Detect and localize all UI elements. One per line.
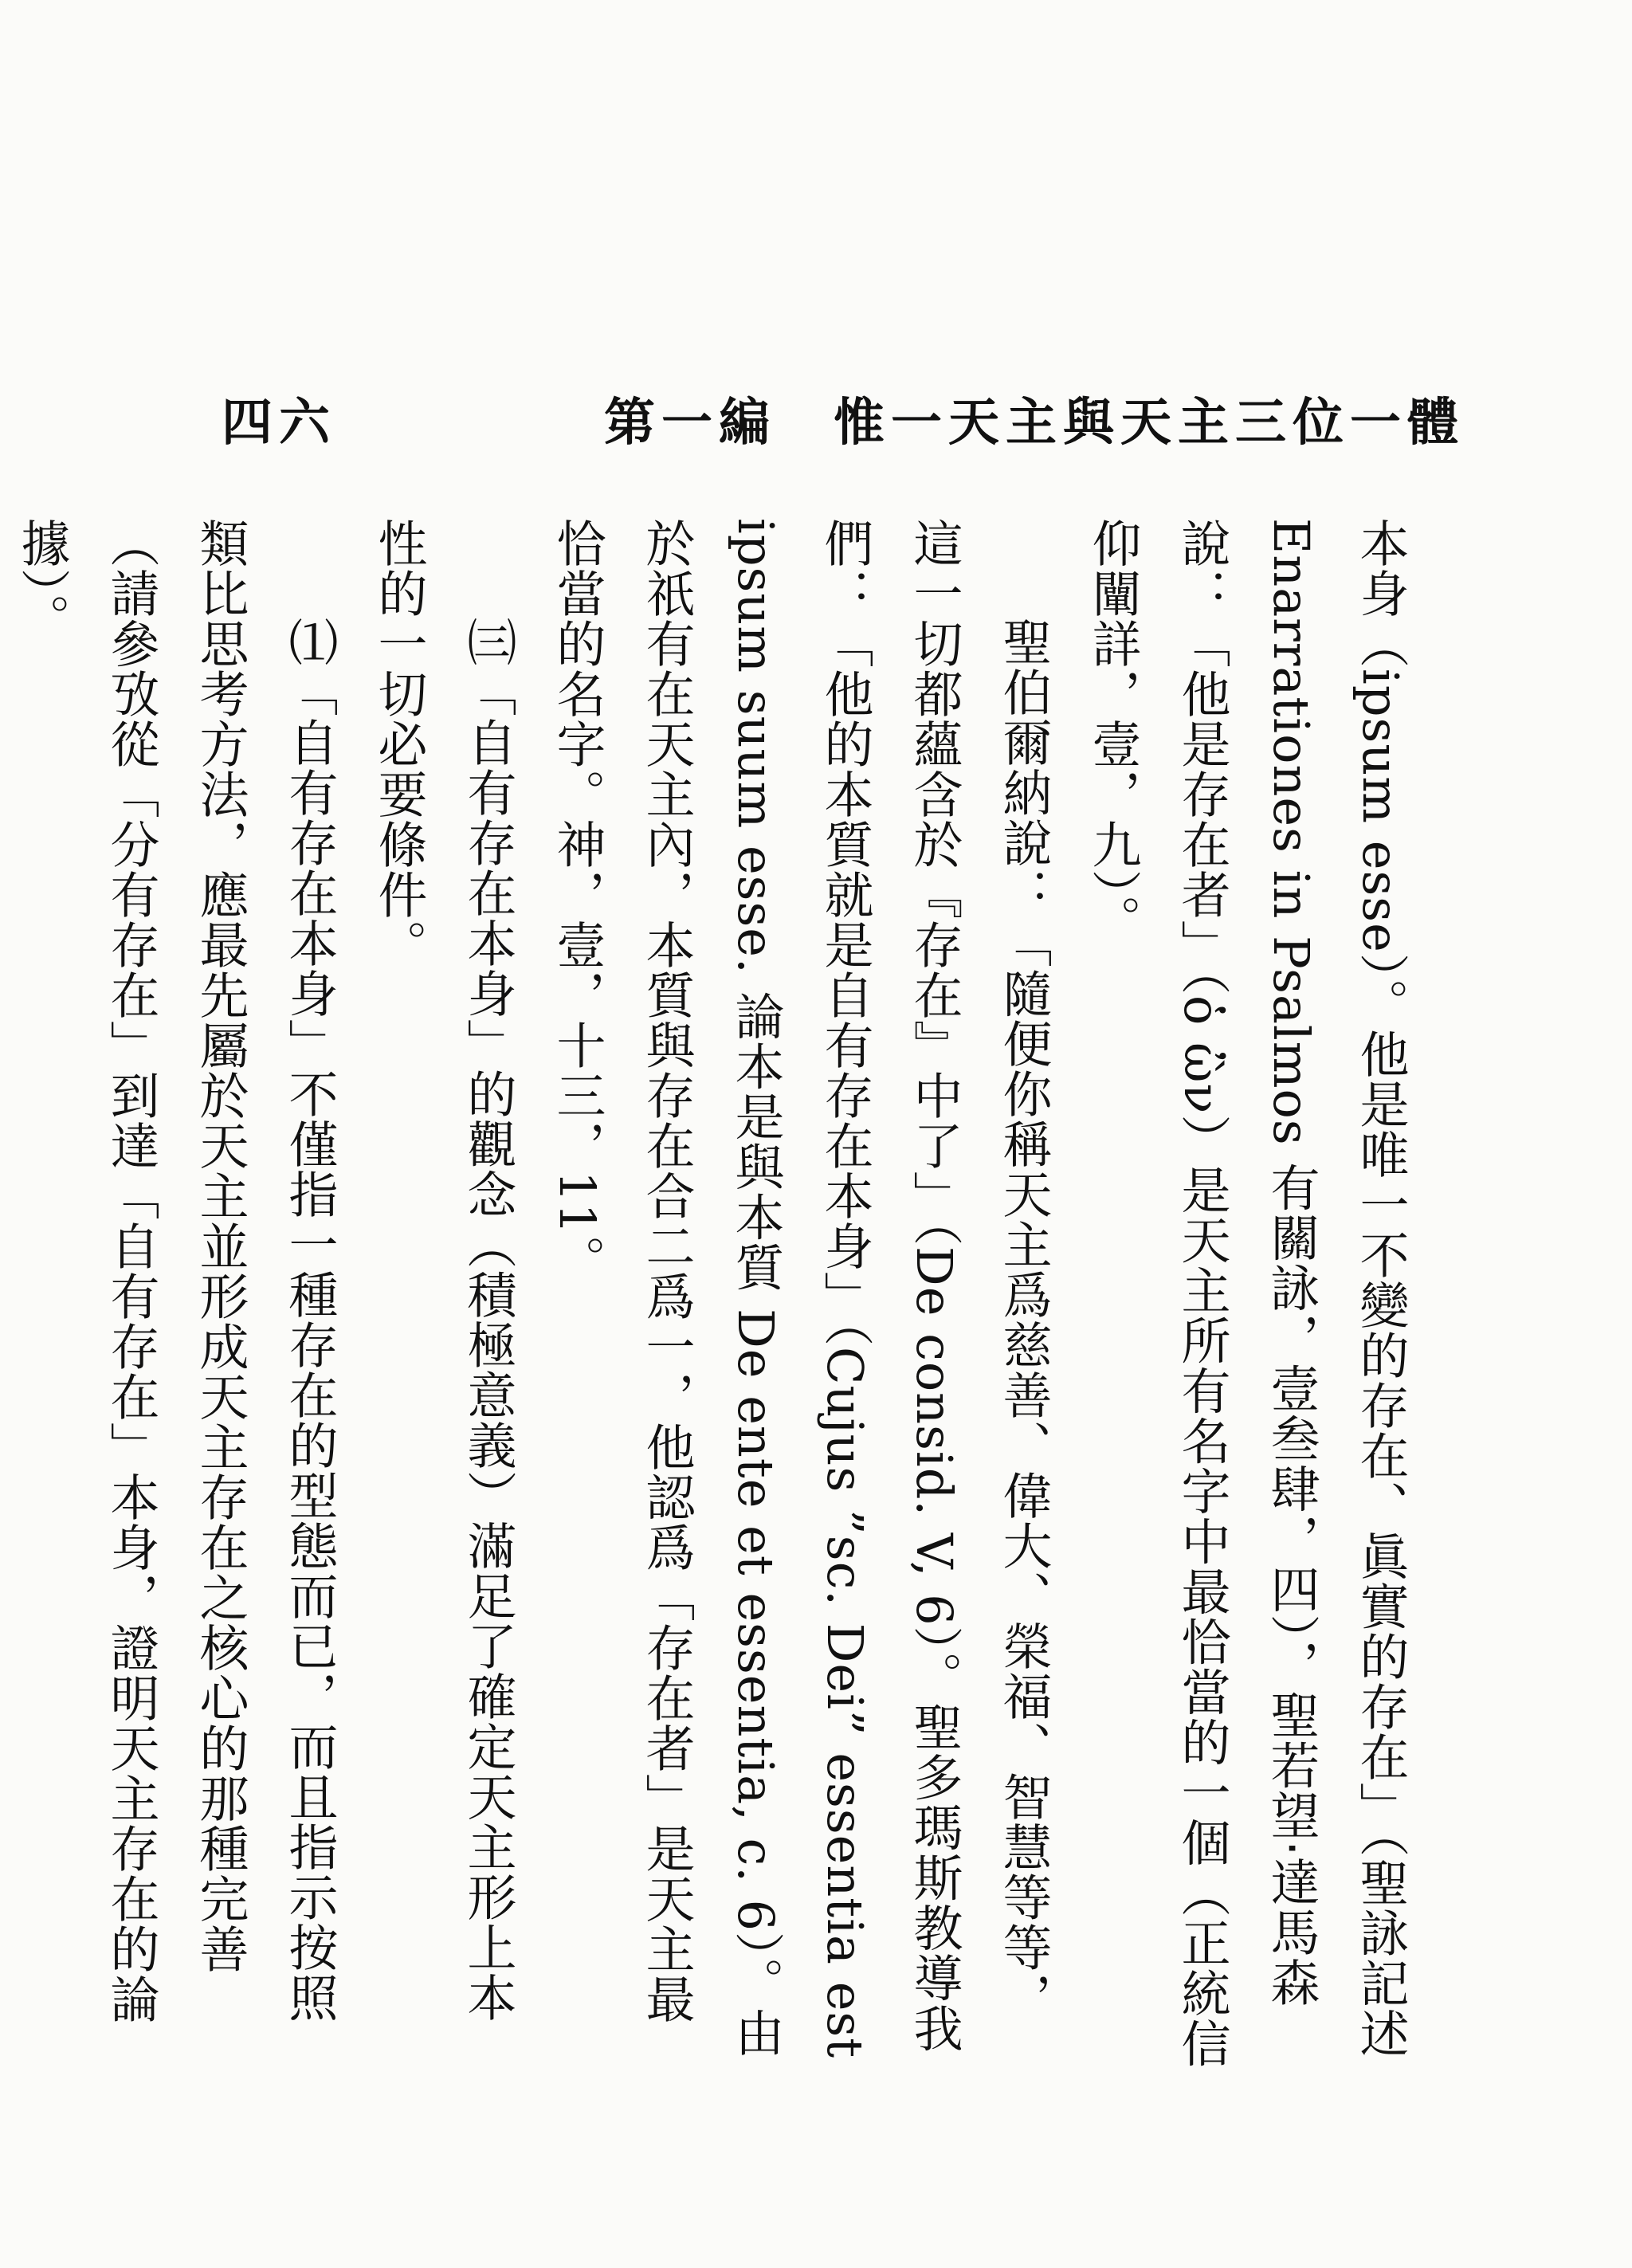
running-title: 第一編 惟一天主與天主三位一體 <box>604 393 1465 453</box>
paragraph-3: ㈢「自有存在本身」的觀念（積極意義）滿足了確定天主形上本性的一切必要條件。 <box>370 518 517 2023</box>
paragraph-4: ⑴「自有存在本身」不僅指一種存在的型態而已，而且指示按照類比思考方法，應最先屬於天主並形成天主存在之核心的那種完善（請參攷從「分有存在」到達「自有存在」本身，證明天主存在的論據）。 <box>13 518 339 2024</box>
page-header <box>222 383 1465 454</box>
vertical-body-text <box>13 518 1425 2072</box>
paragraph-2: 聖伯爾納說：「隨便你稱天主爲慈善、偉大、榮福、智慧等等，這一切都蘊含於『存在』中了」（De consid. V, 6）。聖多瑪斯教導我們：「他的本質就是自有存在本身」（Cujus ”sc. Dei” essentia est ipsum suum esse. 論本是與本質 De ente et essentia, c. 6）。由於祇有在天主內，本質與存在合二爲一，他認爲「存在者」是天主最恰當的名字。神，壹，十三，11。 <box>548 518 1053 2059</box>
page-number: 四六 <box>222 393 336 453</box>
paragraph-1: 本身（ipsum esse）。他是唯一不變的存在、眞實的存在」（聖詠記述 Enarrationes in Psalmos 有關詠，壹叁肆，四），聖若望‧達馬森說：「他是存在者」（ὁ ὢν）是天主所有名字中最恰當的一個（正統信仰闡詳，壹，九）。 <box>1084 518 1410 2069</box>
